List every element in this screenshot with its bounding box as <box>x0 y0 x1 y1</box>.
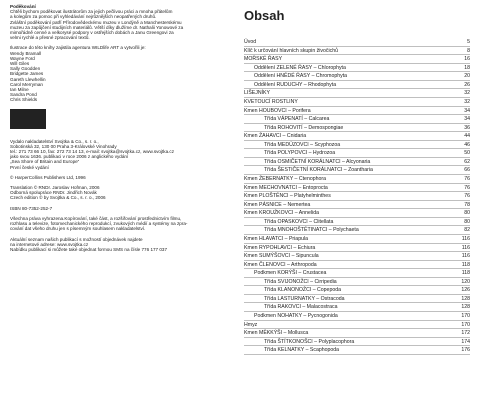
text-line: na internetové adrese: www.svojtka.cz <box>10 241 89 247</box>
text-line: Aktuální seznam našich publikací s možností objednávek najdete <box>10 236 143 242</box>
toc-entry-label: KVETOUCÍ ROSTLINY <box>244 98 298 105</box>
text-line: „Sea Shore of Britain and Europe” <box>10 159 80 165</box>
toc-entry-label: Klíč k určování hlavních skupin živočichů <box>244 47 338 54</box>
toc-entry-page: 66 <box>464 167 470 174</box>
toc-entry-page: 8 <box>467 47 470 54</box>
toc-entry-label: Třída LASTURNATKY – Ostracoda <box>264 295 345 302</box>
text-line: Vydalo nakladatelství Svojtka & Co., s. r. o., <box>10 138 99 144</box>
text-line: Zvláštní poděkování patří Přírodovědeckému muzeu v Londýně a Manchesterskému <box>10 19 182 25</box>
toc-entry-label: Třída VÁPENATÍ – Calcarea <box>264 116 330 123</box>
toc-entry-label: Třída OPASKOVCI – Clitellata <box>264 218 334 225</box>
toc-row[interactable] <box>244 72 470 81</box>
toc-entry-label: MOŘSKÉ ŘASY <box>244 56 283 63</box>
toc-entry-page: 5 <box>467 39 470 45</box>
toc-row[interactable] <box>244 235 470 244</box>
toc-entry-label: Kmen MECHOVNATCI – Entoprocta <box>244 184 328 191</box>
toc-entry-page: 170 <box>461 313 470 319</box>
toc-entry-label: Oddělení HNĚDÉ ŘASY – Chromophyta <box>254 73 348 80</box>
toc-entry-label: Oddělení ZELENÉ ŘASY – Chlorophyta <box>254 64 346 71</box>
text-line: jako svou 1636. publikaci v roce 2006 z anglického vydání <box>10 154 129 160</box>
news-notice <box>10 237 232 253</box>
text-line: ISBN 80-7352-252-7 <box>10 205 53 211</box>
toc-entry-label: Kmen PÁSNICE – Nemertea <box>244 201 311 208</box>
text-line: První české vydání <box>10 164 49 170</box>
toc-entry-page: 174 <box>461 338 470 345</box>
toc-entry-label: Třída KELNATKY – Scaphopoda <box>264 347 340 354</box>
toc-row[interactable] <box>244 38 470 47</box>
toc-row[interactable] <box>244 244 470 253</box>
toc-entry-page: 44 <box>464 133 470 140</box>
text-line: Ilustrace do této knihy zajistila agentura WILDlife ART a vytvořili je: <box>10 45 146 51</box>
toc-entry-label: Kmen ČLENOVCI – Arthropoda <box>244 261 317 268</box>
toc-entry-label: Kmen SUMÝŠOVCI – Sipuncula <box>244 253 319 260</box>
toc-entry-page: 76 <box>464 176 470 182</box>
text-line: Ian Milne <box>10 87 29 93</box>
toc-row[interactable] <box>244 338 470 347</box>
text-line: Všechna práva vyhrazena.Kopírování, také část, a rozšiřování prostřednictvím filmu, <box>10 215 182 221</box>
toc-entry-page: 126 <box>461 287 470 294</box>
toc-row[interactable] <box>244 218 470 227</box>
illustrators <box>10 45 232 102</box>
toc-entry-page: 128 <box>461 295 470 302</box>
toc-entry-label: Třída MEDÚZOVCI – Scyphozoa <box>264 141 341 148</box>
text-line: Czech edition © by Svojtka & Co., s. r. o., 2006 <box>10 195 106 201</box>
toc-entry-page: 76 <box>464 193 470 200</box>
text-line: Sobotinská 32, 130 00 Praha 3-Královské Vinohrady <box>10 143 117 149</box>
toc-entry-page: 116 <box>461 253 470 260</box>
toc-row[interactable] <box>244 55 470 64</box>
toc-row[interactable] <box>244 321 470 330</box>
toc-row[interactable] <box>244 252 470 261</box>
toc-row[interactable] <box>244 124 470 133</box>
news-lines <box>10 237 232 253</box>
toc-entry-page: 82 <box>464 227 470 234</box>
text-line: Will Giles <box>10 61 30 67</box>
toc-row[interactable] <box>244 47 470 56</box>
acknowledgements-title: Poděkování <box>10 4 36 9</box>
text-line: Gareth Llewhellin <box>10 76 46 82</box>
text-line: cování dat všeho druhu jen s písemným souhlasem nakladatelství. <box>10 226 146 232</box>
text-line: Odborná spolupráce RNDr. Jindřich Novák <box>10 190 97 196</box>
toc-row[interactable] <box>244 115 470 124</box>
toc-row[interactable] <box>244 64 470 73</box>
toc-entry-page: 76 <box>464 184 470 191</box>
toc-row[interactable] <box>244 184 470 193</box>
text-line: © HarperCollins Publishers Ltd, 1996 <box>10 174 86 180</box>
toc-title: Obsah <box>244 8 285 23</box>
toc-row[interactable] <box>244 226 470 235</box>
toc-row[interactable] <box>244 303 470 312</box>
toc-entry-page: 32 <box>464 90 470 97</box>
toc-row[interactable] <box>244 89 470 98</box>
table-of-contents <box>244 8 470 355</box>
text-line: Chris Shields <box>10 97 38 103</box>
text-line: tel.: 271 73 66 10, fax: 272 73 14 13, e-mail: svojtka@svojtka.cz, www.svojtka.cz <box>10 149 174 155</box>
rights-notice <box>10 216 232 232</box>
text-line: muzeu za zapůjčení studijních materiálů. Větší díky dlužíme dr. Nathalii Yonowové za <box>10 24 184 30</box>
text-line: Wayne Ford <box>10 55 35 61</box>
toc-entry-page: 116 <box>461 244 470 251</box>
toc-entry-page: 18 <box>464 64 470 71</box>
toc-entry-label: Kmen ŽEBERNATKY – Ctenophora <box>244 176 326 182</box>
translation-credits <box>10 185 232 201</box>
text-line: Bridgette James <box>10 71 44 77</box>
toc-entry-label: Třída ŠTÍTKONOŠCI – Polyplacophora <box>264 338 355 345</box>
toc-row[interactable] <box>244 141 470 150</box>
toc-row[interactable] <box>244 107 470 116</box>
text-line: mimořádně cenné a velkorysé podpory v ostřejších dobách a Janu Greengovi za <box>10 30 174 36</box>
toc-entry-label: Kmen KROUŽKOVCI – Annelida <box>244 210 319 217</box>
toc-entry-label: Třída RAKOVCI – Malacostraca <box>264 304 338 311</box>
publisher-info <box>10 139 232 170</box>
toc-row[interactable] <box>244 346 470 355</box>
toc-entry-label: Třída ŠESTIČETNÍ KORÁLNATCI – Zoantharia <box>264 167 373 174</box>
copyright-lines <box>10 175 232 180</box>
text-line: Carol Merryman <box>10 81 43 87</box>
text-line: rozhlasu a televize, fotomechanického reprodukcí, zvukových médií a systémy na zpra- <box>10 221 188 227</box>
text-line: Translation © RNDr. Jaroslav Hofman, 2006 <box>10 185 100 191</box>
toc-entry-label: Oddělení RUDUCHY – Rhodophyta <box>254 81 337 88</box>
toc-row[interactable] <box>244 98 470 107</box>
toc-entry-page: 36 <box>464 124 470 131</box>
toc-entry-page: 80 <box>464 210 470 217</box>
isbn <box>10 206 232 211</box>
toc-entry-page: 120 <box>461 278 470 285</box>
toc-row[interactable] <box>244 286 470 295</box>
toc-entry-page: 16 <box>464 56 470 63</box>
toc-entry-page: 26 <box>464 81 470 88</box>
toc-entry-page: 118 <box>461 261 470 268</box>
toc-entry-label: Třída OSMIČETNÍ KORÁLNATCI – Alcyonaria <box>264 158 371 165</box>
toc-row[interactable] <box>244 269 470 278</box>
toc-entry-page: 172 <box>461 330 470 337</box>
toc-list <box>244 38 470 355</box>
toc-row[interactable] <box>244 192 470 201</box>
toc-row[interactable] <box>244 209 470 218</box>
toc-entry-page: 128 <box>461 304 470 311</box>
text-line: velmi rychlé a přesné zpracování textů. <box>10 35 90 41</box>
text-line: Sally Goodden <box>10 66 41 72</box>
publisher-logo <box>10 109 46 129</box>
toc-row[interactable] <box>244 149 470 158</box>
toc-entry-label: Třída ROHOVITÍ – Demospongiae <box>264 124 344 131</box>
toc-entry-label: LIŠEJNÍKY <box>244 90 270 97</box>
toc-entry-page: 62 <box>464 158 470 165</box>
acknowledgements <box>10 4 232 40</box>
toc-row[interactable] <box>244 81 470 90</box>
toc-row[interactable] <box>244 329 470 338</box>
toc-entry-label: Kmen PLOŠTĚNCI – Platyhelminthes <box>244 193 331 200</box>
toc-entry-page: 50 <box>464 150 470 157</box>
toc-entry-label: Třída KLANONOŽCI – Copepoda <box>264 287 341 294</box>
toc-entry-label: Hmyz <box>244 321 258 328</box>
toc-entry-page: 78 <box>464 201 470 208</box>
text-line: Sandra Pond <box>10 92 37 98</box>
toc-row[interactable] <box>244 261 470 270</box>
text-line: a kolegům za pomoc při vyhledávání nejrůznějších neopatřených druhů. <box>10 14 157 20</box>
toc-entry-page: 176 <box>461 347 470 354</box>
toc-entry-label: Kmen HOUBOVCI – Porifera <box>244 107 311 114</box>
toc-entry-page: 34 <box>464 107 470 114</box>
copyright <box>10 175 232 180</box>
toc-entry-page: 116 <box>461 235 470 242</box>
toc-entry-page: 170 <box>461 321 470 328</box>
text-line: Wendy Bramall <box>10 50 42 56</box>
isbn-lines <box>10 206 232 211</box>
toc-entry-label: Třída POLYPOVCI – Hydrozoa <box>264 150 336 157</box>
toc-entry-page: 46 <box>464 141 470 148</box>
toc-row[interactable] <box>244 312 470 321</box>
toc-row[interactable] <box>244 158 470 167</box>
text-line: Nabídku publikací si můžete také objednat formou SMS na čísle 776 177 037 <box>10 246 168 252</box>
illustrators-list <box>10 45 232 102</box>
toc-entry-label: Kmen RYPOHLAVCI – Echiura <box>244 244 316 251</box>
toc-row[interactable] <box>244 295 470 304</box>
imprint-column <box>10 4 232 257</box>
publisher-info-lines <box>10 139 232 170</box>
toc-entry-label: Třída MNOHOŠTĚTINATCI – Polychaeta <box>264 227 359 234</box>
toc-row[interactable] <box>244 201 470 210</box>
toc-entry-label: Podkmen NOHATKY – Pycnogonida <box>254 313 338 319</box>
toc-entry-page: 34 <box>464 116 470 123</box>
acknowledgements-body <box>10 9 232 40</box>
toc-row[interactable] <box>244 278 470 287</box>
text-line: Chtěli bychom poděkovat ilustrátorům za jejich pečlivou práci a mnoha přátelům <box>10 9 173 15</box>
toc-entry-label: Kmen ŽAHAVCI – Cnidaria <box>244 133 307 140</box>
rights-lines <box>10 216 232 232</box>
toc-entry-page: 118 <box>461 270 470 277</box>
toc-entry-label: Úvod <box>244 39 257 45</box>
toc-entry-page: 20 <box>464 73 470 80</box>
toc-entry-page: 80 <box>464 218 470 225</box>
toc-entry-label: Kmen MĚKKÝŠI – Mollusca <box>244 330 309 337</box>
translation-lines <box>10 185 232 201</box>
toc-entry-label: Třída SVIJONOŽCI – Cirripedia <box>264 278 337 285</box>
toc-row[interactable] <box>244 166 470 175</box>
toc-entry-page: 32 <box>464 98 470 105</box>
toc-row[interactable] <box>244 132 470 141</box>
toc-entry-label: Kmen HLAVATCI – Priapula <box>244 235 309 242</box>
toc-entry-label: Podkmen KORÝŠI – Crustacea <box>254 270 327 277</box>
toc-row[interactable] <box>244 175 470 184</box>
